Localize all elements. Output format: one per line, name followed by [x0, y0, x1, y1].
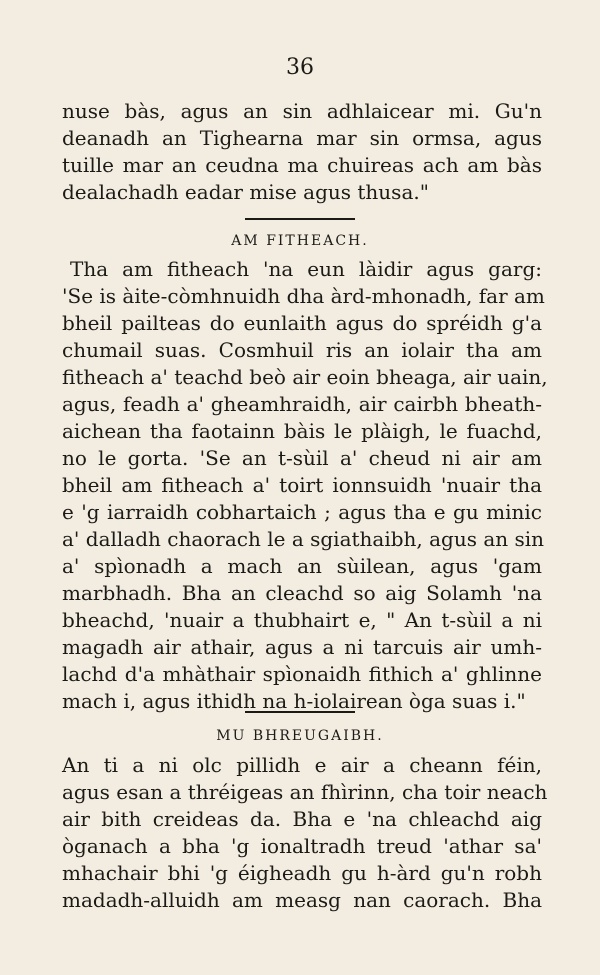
- section-heading-breugaibh: MU BHREUGAIBH.: [216, 728, 384, 744]
- text-line: mhachair bhi 'g éigheadh gu h-àrd gu'n robh: [62, 861, 542, 885]
- text-line: agus esan a thréigeas an fhìrinn, cha toir neach: [62, 780, 548, 804]
- text-line: An ti a ni olc pillidh e air a cheann féin,: [62, 753, 542, 777]
- text-line: air bith creideas da. Bha e 'na chleachd aig: [62, 807, 542, 831]
- page-number: 36: [286, 55, 314, 80]
- text-line: deanadh an Tighearna mar sin ormsa, agus: [62, 126, 542, 150]
- text-line: marbhadh. Bha an cleachd so aig Solamh 'na: [62, 581, 542, 605]
- text-line: chumail suas. Cosmhuil ris an iolair tha am: [62, 338, 542, 362]
- text-line: 'Se is àite-còmhnuidh dha àrd-mhonadh, far am: [62, 284, 545, 308]
- section-divider: [245, 711, 355, 713]
- text-line: bheil pailteas do eunlaith agus do spréidh g'a: [62, 311, 542, 335]
- text-line: a' dalladh chaorach le a sgiathaibh, agus an sin: [62, 527, 545, 551]
- text-line: no le gorta. 'Se an t-sùil a' cheud ni air am: [62, 446, 542, 470]
- text-line: òganach a bha 'g ionaltradh treud 'athar sa': [62, 834, 542, 858]
- text-line: dealachadh eadar mise agus thusa.": [62, 180, 429, 204]
- text-line: madadh-alluidh am measg nan caorach. Bha: [62, 888, 542, 912]
- paragraph-continued: [62, 98, 542, 206]
- section-heading-fitheach: AM FITHEACH.: [231, 233, 369, 249]
- text-line: lachd d'a mhàthair spìonaidh fithich a' ghlinne: [62, 662, 542, 686]
- text-line: bheil am fitheach a' toirt ionnsuidh 'nuair tha: [62, 473, 542, 497]
- text-line: aichean tha faotainn bàis le plàigh, le fuachd,: [62, 419, 542, 443]
- text-line: fitheach a' teachd beò air eoin bheaga, air uain,: [62, 365, 548, 389]
- text-line: tuille mar an ceudna ma chuireas ach am bàs: [62, 153, 542, 177]
- section-body-fitheach: [62, 256, 548, 715]
- section-body-breugaibh: [62, 752, 548, 914]
- text-line: agus, feadh a' gheamhraidh, air cairbh bheath-: [62, 392, 542, 416]
- text-line: magadh air athair, agus a ni tarcuis air umh-: [62, 635, 542, 659]
- text-line: Tha am fitheach 'na eun làidir agus garg:: [70, 257, 542, 281]
- text-line: bheachd, 'nuair a thubhairt e, " An t-sùil a ni: [62, 608, 542, 632]
- text-line: nuse bàs, agus an sin adhlaicear mi. Gu'n: [62, 99, 542, 123]
- text-line: mach i, agus ithidh na h-iolairean òga suas i.": [62, 689, 526, 713]
- section-divider: [245, 218, 355, 220]
- text-line: a' spìonadh a mach an sùilean, agus 'gam: [62, 554, 542, 578]
- text-line: e 'g iarraidh cobhartaich ; agus tha e gu minic: [62, 500, 542, 524]
